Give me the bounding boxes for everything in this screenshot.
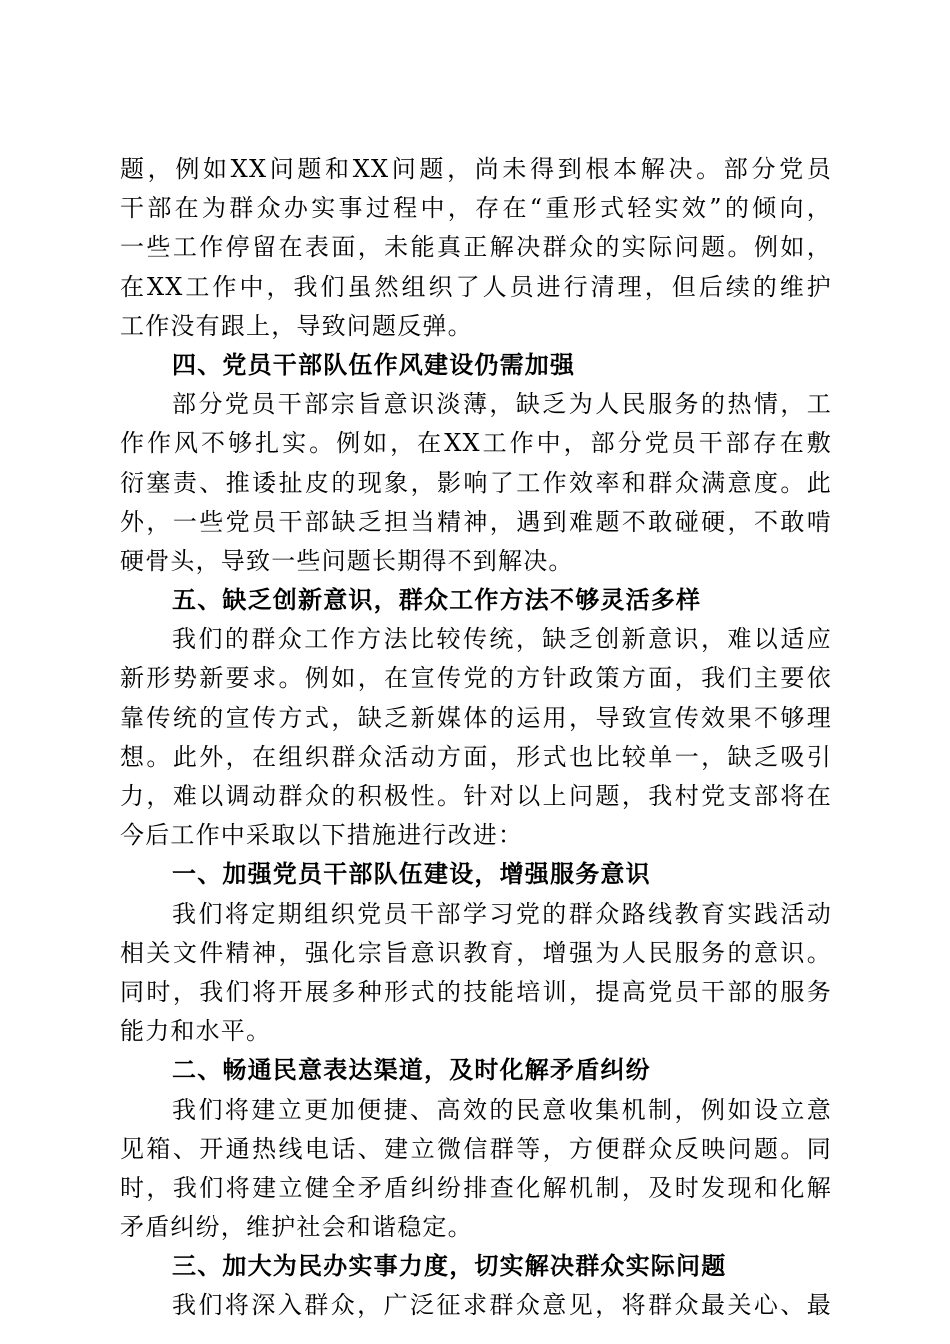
section-heading: 四、党员干部队伍作风建设仍需加强 [172, 350, 576, 379]
paragraph-line: 矛盾纠纷，维护社会和谐稳定。 [120, 1213, 473, 1242]
paragraph-line: 衍塞责、推诿扯皮的现象，影响了工作效率和群众满意度。此 [120, 468, 832, 497]
paragraph-line: 靠传统的宣传方式，缺乏新媒体的运用，导致宣传效果不够理 [120, 703, 832, 732]
paragraph-line: 想。此外，在组织群众活动方面，形式也比较单一，缺乏吸引 [120, 742, 832, 771]
paragraph-line: 外，一些党员干部缺乏担当精神，遇到难题不敢碰硬，不敢啃 [120, 507, 832, 536]
paragraph-line: 同时，我们将开展多种形式的技能培训，提高党员干部的服务 [120, 977, 832, 1006]
section-heading: 三、加大为民办实事力度，切实解决群众实际问题 [172, 1252, 727, 1281]
paragraph-line: 工作没有跟上，导致问题反弹。 [120, 311, 473, 340]
paragraph-line: 在XX工作中，我们虽然组织了人员进行清理，但后续的维护 [120, 272, 832, 301]
paragraph-line: 我们的群众工作方法比较传统，缺乏创新意识，难以适应 [172, 625, 832, 654]
paragraph-line: 相关文件精神，强化宗旨意识教育，增强为人民服务的意识。 [120, 938, 832, 967]
paragraph-line: 我们将深入群众，广泛征求群众意见，将群众最关心、最 [172, 1291, 832, 1320]
paragraph-line: 时，我们将建立健全矛盾纠纷排查化解机制，及时发现和化解 [120, 1173, 832, 1202]
section-heading: 五、缺乏创新意识，群众工作方法不够灵活多样 [172, 586, 702, 615]
paragraph-line: 干部在为群众办实事过程中，存在“重形式轻实效”的倾向， [120, 194, 832, 223]
paragraph-line: 新形势新要求。例如，在宣传党的方针政策方面，我们主要依 [120, 664, 832, 693]
paragraph-line: 今后工作中采取以下措施进行改进： [120, 821, 524, 850]
paragraph-line: 能力和水平。 [120, 1017, 272, 1046]
paragraph-line: 部分党员干部宗旨意识淡薄，缺乏为人民服务的热情，工 [172, 390, 832, 419]
paragraph-line: 作作风不够扎实。例如，在XX工作中，部分党员干部存在敷 [120, 429, 832, 458]
paragraph-line: 一些工作停留在表面，未能真正解决群众的实际问题。例如， [120, 233, 832, 262]
paragraph-line: 题，例如XX问题和XX问题，尚未得到根本解决。部分党员 [120, 155, 832, 183]
section-heading: 二、畅通民意表达渠道，及时化解矛盾纠纷 [172, 1056, 651, 1085]
section-heading: 一、加强党员干部队伍建设，增强服务意识 [172, 860, 651, 889]
paragraph-line: 硬骨头，导致一些问题长期得不到解决。 [120, 546, 574, 575]
paragraph-line: 我们将建立更加便捷、高效的民意收集机制，例如设立意 [172, 1095, 832, 1124]
paragraph-line: 见箱、开通热线电话、建立微信群等，方便群众反映问题。同 [120, 1134, 832, 1163]
document-body [120, 150, 832, 1326]
paragraph-line: 力，难以调动群众的积极性。针对以上问题，我村党支部将在 [120, 782, 832, 810]
paragraph-line: 我们将定期组织党员干部学习党的群众路线教育实践活动 [172, 899, 832, 928]
